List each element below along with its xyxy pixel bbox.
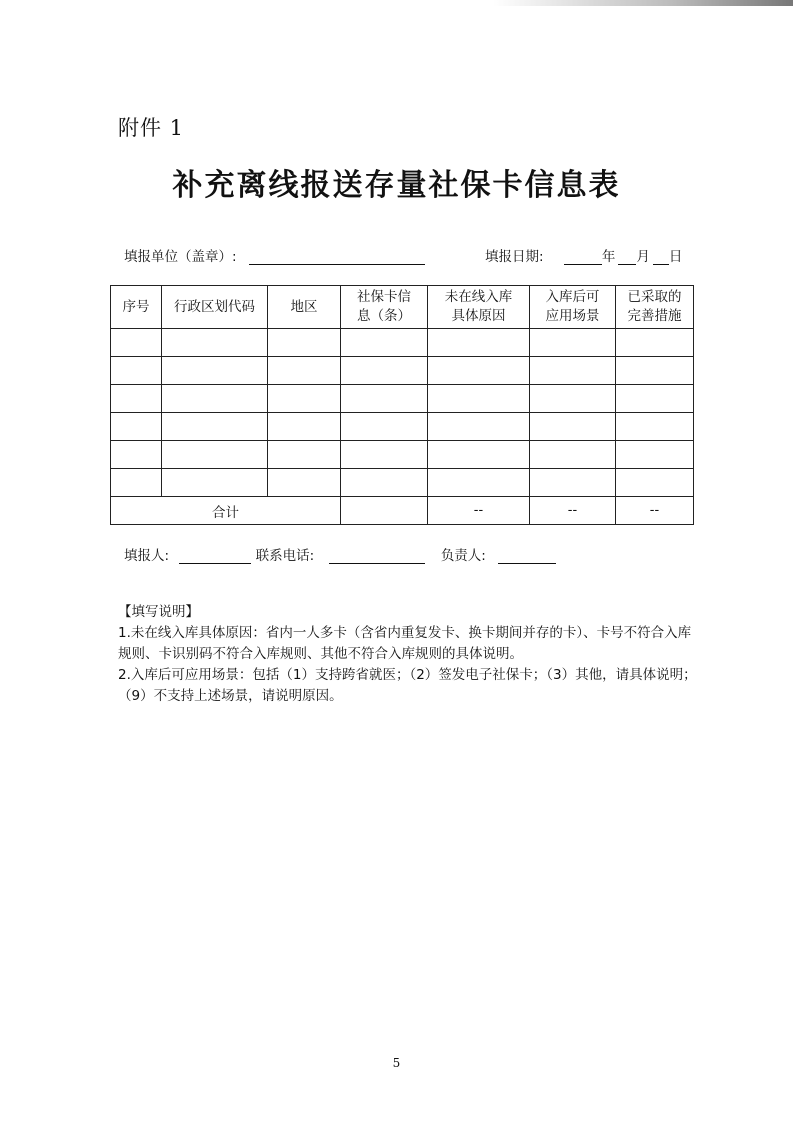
total-cell: -- xyxy=(616,497,694,525)
year-label: 年 xyxy=(601,249,616,265)
column-header xyxy=(530,286,616,329)
instructions-heading: 【填写说明】 xyxy=(118,604,199,620)
table-cell[interactable] xyxy=(111,441,162,469)
table-cell[interactable] xyxy=(162,329,268,357)
table-cell[interactable] xyxy=(428,329,530,357)
column-header xyxy=(162,286,268,329)
table-cell[interactable] xyxy=(268,385,341,413)
table-cell[interactable] xyxy=(616,329,694,357)
column-header-text: 未在线入库 xyxy=(444,289,513,305)
table-cell[interactable] xyxy=(616,469,694,497)
table-cell[interactable] xyxy=(162,441,268,469)
table-cell[interactable] xyxy=(341,385,428,413)
instruction-item: 1.未在线入库具体原因：省内一人多卡（含省内重复发卡、换卡期间并存的卡）、卡号不符合入库规则、卡识别码不符合入库规则、其他不符合入库规则的具体说明。 xyxy=(118,625,692,662)
table-cell[interactable] xyxy=(341,413,428,441)
table-cell[interactable] xyxy=(616,357,694,385)
unit-label: 填报单位（盖章）: xyxy=(124,249,237,265)
column-header-text: 应用场景 xyxy=(545,308,600,324)
filling-instructions xyxy=(118,602,698,707)
column-header-text: 已采取的 xyxy=(627,289,682,305)
table-cell[interactable] xyxy=(341,469,428,497)
table-body xyxy=(111,329,694,525)
filler-input-line[interactable] xyxy=(179,549,251,564)
table-row xyxy=(111,329,694,357)
unit-field xyxy=(124,245,425,265)
column-header xyxy=(616,286,694,329)
responsible-input-line[interactable] xyxy=(498,549,556,564)
table-cell[interactable] xyxy=(111,469,162,497)
table-cell[interactable] xyxy=(162,413,268,441)
table-cell[interactable] xyxy=(341,441,428,469)
unit-input-line[interactable] xyxy=(249,250,425,265)
month-input-line[interactable] xyxy=(618,250,636,265)
column-header-text: 息（条） xyxy=(357,308,411,324)
table-row xyxy=(111,413,694,441)
table-cell[interactable] xyxy=(530,413,616,441)
column-header-text: 地区 xyxy=(290,298,318,315)
table-cell[interactable] xyxy=(162,385,268,413)
column-header-text: 具体原因 xyxy=(451,308,506,324)
info-table xyxy=(110,285,694,525)
table-cell[interactable] xyxy=(268,441,341,469)
table-cell[interactable] xyxy=(616,385,694,413)
column-header xyxy=(268,286,341,329)
table-row xyxy=(111,469,694,497)
total-cell: -- xyxy=(530,497,616,525)
date-field xyxy=(485,245,682,265)
month-label: 月 xyxy=(636,249,650,265)
table-cell[interactable] xyxy=(268,413,341,441)
scan-edge-mark xyxy=(493,0,793,6)
table-cell[interactable] xyxy=(530,469,616,497)
table-cell[interactable] xyxy=(268,329,341,357)
page-number: 5 xyxy=(392,1056,401,1070)
column-header-text: 入库后可 xyxy=(545,289,600,305)
year-input-line[interactable] xyxy=(564,250,602,265)
table-cell[interactable] xyxy=(268,469,341,497)
table-cell[interactable] xyxy=(341,329,428,357)
date-label: 填报日期: xyxy=(485,249,544,265)
table-cell[interactable] xyxy=(428,413,530,441)
table-cell[interactable] xyxy=(428,469,530,497)
column-header-text: 序号 xyxy=(122,298,150,315)
instruction-item: 2.入库后可应用场景：包括（1）支持跨省就医；（2）签发电子社保卡；（3）其他，请具体说明；（9）不支持上述场景，请说明原因。 xyxy=(118,667,697,704)
table-header-row xyxy=(111,286,694,329)
table-cell[interactable] xyxy=(111,357,162,385)
table-cell[interactable] xyxy=(428,357,530,385)
column-header-text: 社保卡信 xyxy=(357,289,411,305)
table-cell[interactable] xyxy=(111,329,162,357)
table-cell[interactable] xyxy=(111,413,162,441)
total-row xyxy=(111,497,694,525)
day-label: 日 xyxy=(668,249,683,265)
total-label-cell: 合计 xyxy=(111,497,341,525)
total-cell[interactable] xyxy=(341,497,428,525)
table-cell[interactable] xyxy=(530,357,616,385)
table-cell[interactable] xyxy=(530,329,616,357)
column-header xyxy=(428,286,530,329)
day-input-line[interactable] xyxy=(653,250,669,265)
table-cell[interactable] xyxy=(111,385,162,413)
table-cell[interactable] xyxy=(428,441,530,469)
table-cell[interactable] xyxy=(530,385,616,413)
form-title: 补充离线报送存量社保卡信息表 xyxy=(172,168,621,203)
column-header xyxy=(341,286,428,329)
table-cell[interactable] xyxy=(162,357,268,385)
table-cell[interactable] xyxy=(616,413,694,441)
table-cell[interactable] xyxy=(428,385,530,413)
table-cell[interactable] xyxy=(341,357,428,385)
table-cell[interactable] xyxy=(162,469,268,497)
filler-label: 填报人: xyxy=(124,548,170,564)
table-cell[interactable] xyxy=(616,441,694,469)
table-row xyxy=(111,357,694,385)
total-cell: -- xyxy=(428,497,530,525)
attachment-label: 附件 1 xyxy=(118,116,185,140)
column-header-text: 行政区划代码 xyxy=(174,298,255,315)
responsible-label: 负责人: xyxy=(440,548,486,564)
table-row xyxy=(111,441,694,469)
column-header-text: 完善措施 xyxy=(627,308,682,324)
column-header xyxy=(111,286,162,329)
phone-label: 联系电话: xyxy=(255,548,315,564)
table-row xyxy=(111,385,694,413)
signer-line xyxy=(124,544,556,564)
table-cell[interactable] xyxy=(530,441,616,469)
phone-input-line[interactable] xyxy=(329,549,425,564)
table-cell[interactable] xyxy=(268,357,341,385)
